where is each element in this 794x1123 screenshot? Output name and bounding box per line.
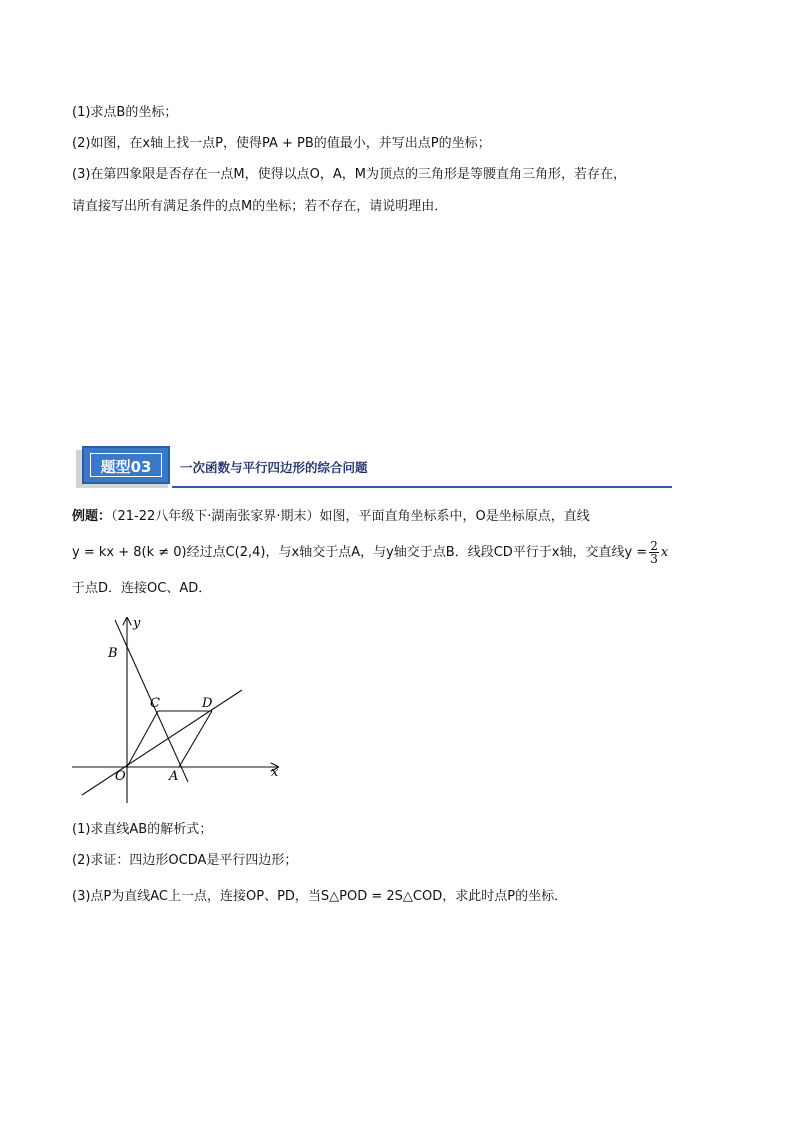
segment-ad bbox=[179, 711, 212, 767]
top-question-3-line-1: (3)在第四象限是否存在一点M，使得以点O，A，M为顶点的三角形是等腰直角三角形，若存在， bbox=[72, 167, 626, 182]
section-title: 一次函数与平行四边形的综合问题 bbox=[180, 460, 368, 475]
label-x: x bbox=[271, 765, 279, 780]
example-line-2-x: x bbox=[660, 545, 669, 560]
bottom-question-1: (1)求直线AB的解析式； bbox=[72, 822, 213, 837]
line-y-two-thirds-x bbox=[82, 690, 242, 795]
badge-box bbox=[82, 446, 170, 484]
example-line-1 bbox=[72, 507, 590, 527]
fraction-denominator: 3 bbox=[650, 552, 658, 566]
bottom-question-3: (3)点P为直线AC上一点，连接OP、PD，当S△POD = 2S△COD，求此时点P的坐标． bbox=[72, 889, 568, 904]
badge-label: 题型03 bbox=[90, 453, 162, 477]
fraction-numerator: 2 bbox=[650, 539, 658, 553]
example-line-3: 于点D．连接OC、AD． bbox=[72, 581, 212, 596]
example-source-text: （21-22八年级下·湖南张家界·期末）如图，平面直角坐标系中，O是坐标原点，直线 bbox=[111, 509, 590, 524]
label-c: C bbox=[150, 696, 160, 711]
fraction-two-thirds bbox=[649, 540, 659, 565]
bottom-question-2: (2)求证：四边形OCDA是平行四边形； bbox=[72, 853, 298, 868]
section-badge bbox=[76, 446, 172, 488]
label-y: y bbox=[133, 616, 141, 631]
example-label: 例题： bbox=[72, 509, 112, 524]
top-question-3-line-2: 请直接写出所有满足条件的点M的坐标；若不存在，请说明理由． bbox=[72, 199, 448, 214]
label-a: A bbox=[169, 769, 179, 784]
coordinate-figure bbox=[60, 610, 290, 810]
segment-oc bbox=[127, 711, 158, 767]
example-line-2 bbox=[72, 540, 668, 565]
section-underline bbox=[172, 486, 672, 488]
top-question-1: (1)求点B的坐标； bbox=[72, 105, 178, 120]
label-d: D bbox=[202, 696, 213, 711]
label-o: O bbox=[115, 769, 126, 784]
example-line-2-text: y = kx + 8(k ≠ 0)经过点C(2,4)，与x轴交于点A，与y轴交于点B．线段CD平行于x轴，交直线y = bbox=[72, 545, 648, 560]
top-question-2: (2)如图，在x轴上找一点P，使得PA + PB的值最小，并写出点P的坐标； bbox=[72, 136, 491, 151]
label-b: B bbox=[108, 646, 118, 661]
